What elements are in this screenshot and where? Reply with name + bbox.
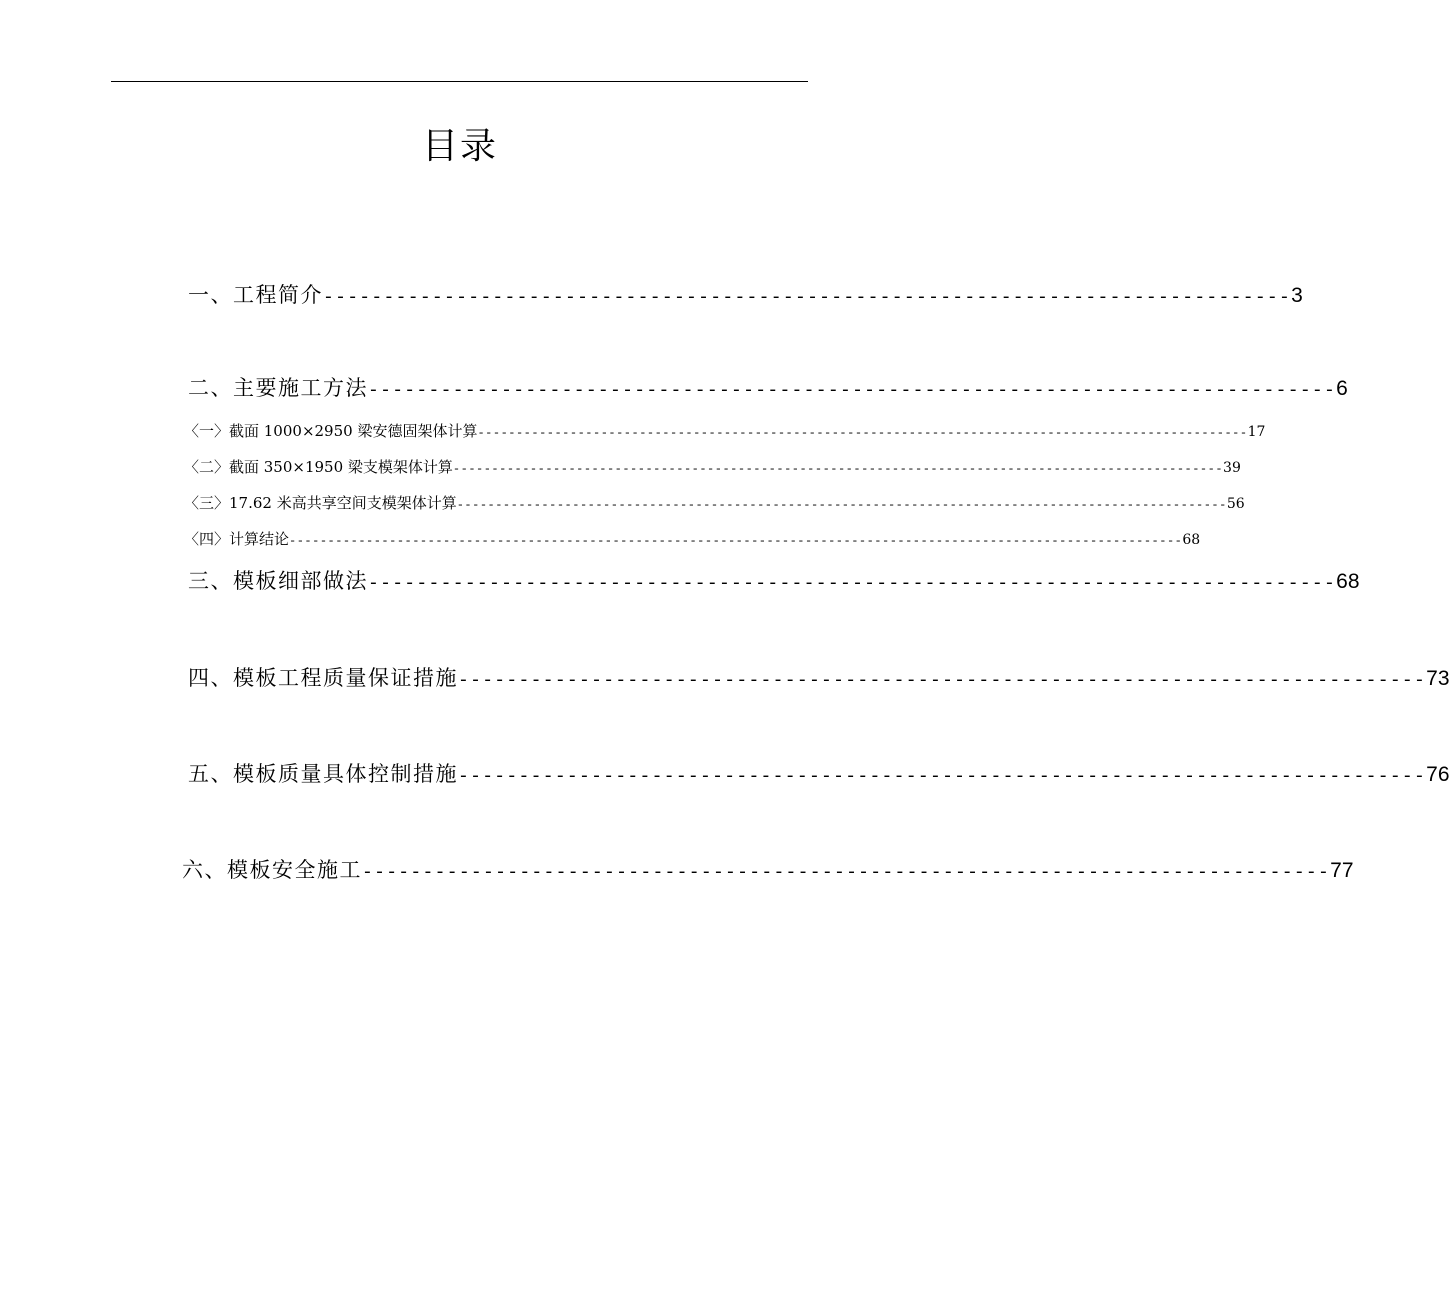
toc-page-number: 39 bbox=[1223, 460, 1241, 476]
toc-leader-dashes: -------------------------------------------------------------------------------------------------------------------- bbox=[289, 534, 1183, 548]
toc-leader-dashes: -------------------------------------------------------------------------------- bbox=[368, 574, 1337, 594]
page-title: 目录 bbox=[421, 126, 498, 167]
toc-page-number: 3 bbox=[1291, 284, 1303, 307]
toc-leader-dashes: -------------------------------------------------------------------------------- bbox=[368, 381, 1337, 401]
toc-subentry-1[interactable] bbox=[184, 420, 1266, 442]
toc-subentry-label: 〈三〉17.62 米高共享空间支模架体计算 bbox=[184, 494, 457, 512]
toc-page-number: 77 bbox=[1330, 859, 1354, 882]
toc-entry-label: 一、工程简介 bbox=[188, 283, 323, 307]
toc-entry-3[interactable] bbox=[188, 566, 1360, 596]
toc-leader-dashes: -------------------------------------------------------------------------------- bbox=[458, 767, 1427, 787]
toc-page-number: 17 bbox=[1247, 424, 1266, 440]
toc-entry-label: 六、模板安全施工 bbox=[182, 858, 362, 882]
toc-page-number: 6 bbox=[1336, 377, 1348, 400]
toc-page-number: 73 bbox=[1426, 667, 1450, 690]
toc-entry-label: 三、模板细部做法 bbox=[188, 569, 368, 593]
toc-entry-2[interactable] bbox=[188, 373, 1348, 403]
toc-entry-1[interactable] bbox=[188, 280, 1303, 310]
toc-page-number: 68 bbox=[1336, 570, 1360, 593]
toc-entry-label: 二、主要施工方法 bbox=[188, 376, 368, 400]
toc-subentry-2[interactable] bbox=[184, 456, 1241, 478]
toc-leader-dashes: -------------------------------------------------------------------------------- bbox=[323, 288, 1292, 308]
toc-entry-label: 四、模板工程质量保证措施 bbox=[188, 666, 458, 690]
toc-leader-dashes: ---------------------------------------------------------------------------------------------------- bbox=[456, 498, 1227, 512]
toc-entry-6[interactable] bbox=[182, 855, 1354, 885]
toc-leader-dashes: -------------------------------------------------------------------------------- bbox=[362, 863, 1331, 883]
toc-subentry-label: 〈一〉截面 1000×2950 梁安德固架体计算 bbox=[184, 422, 478, 440]
toc-entry-5[interactable] bbox=[188, 759, 1450, 789]
toc-page-number: 76 bbox=[1426, 763, 1450, 786]
toc-entry-label: 五、模板质量具体控制措施 bbox=[188, 762, 458, 786]
toc-subentry-label: 〈四〉计算结论 bbox=[184, 530, 290, 548]
toc-subentry-label: 〈二〉截面 350×1950 梁支模架体计算 bbox=[184, 458, 453, 476]
toc-leader-dashes: ---------------------------------------------------------------------------------------------------- bbox=[452, 462, 1224, 476]
header-rule bbox=[111, 81, 808, 82]
toc-leader-dashes: -------------------------------------------------------------------------------- bbox=[458, 671, 1427, 691]
toc-leader-dashes: ---------------------------------------------------------------------------------------------------- bbox=[477, 426, 1248, 440]
toc-page-number: 68 bbox=[1182, 532, 1201, 548]
toc-page-number: 56 bbox=[1226, 496, 1245, 512]
toc-entry-4[interactable] bbox=[188, 663, 1450, 693]
toc-subentry-3[interactable] bbox=[184, 492, 1245, 514]
toc-subentry-4[interactable] bbox=[184, 528, 1201, 550]
